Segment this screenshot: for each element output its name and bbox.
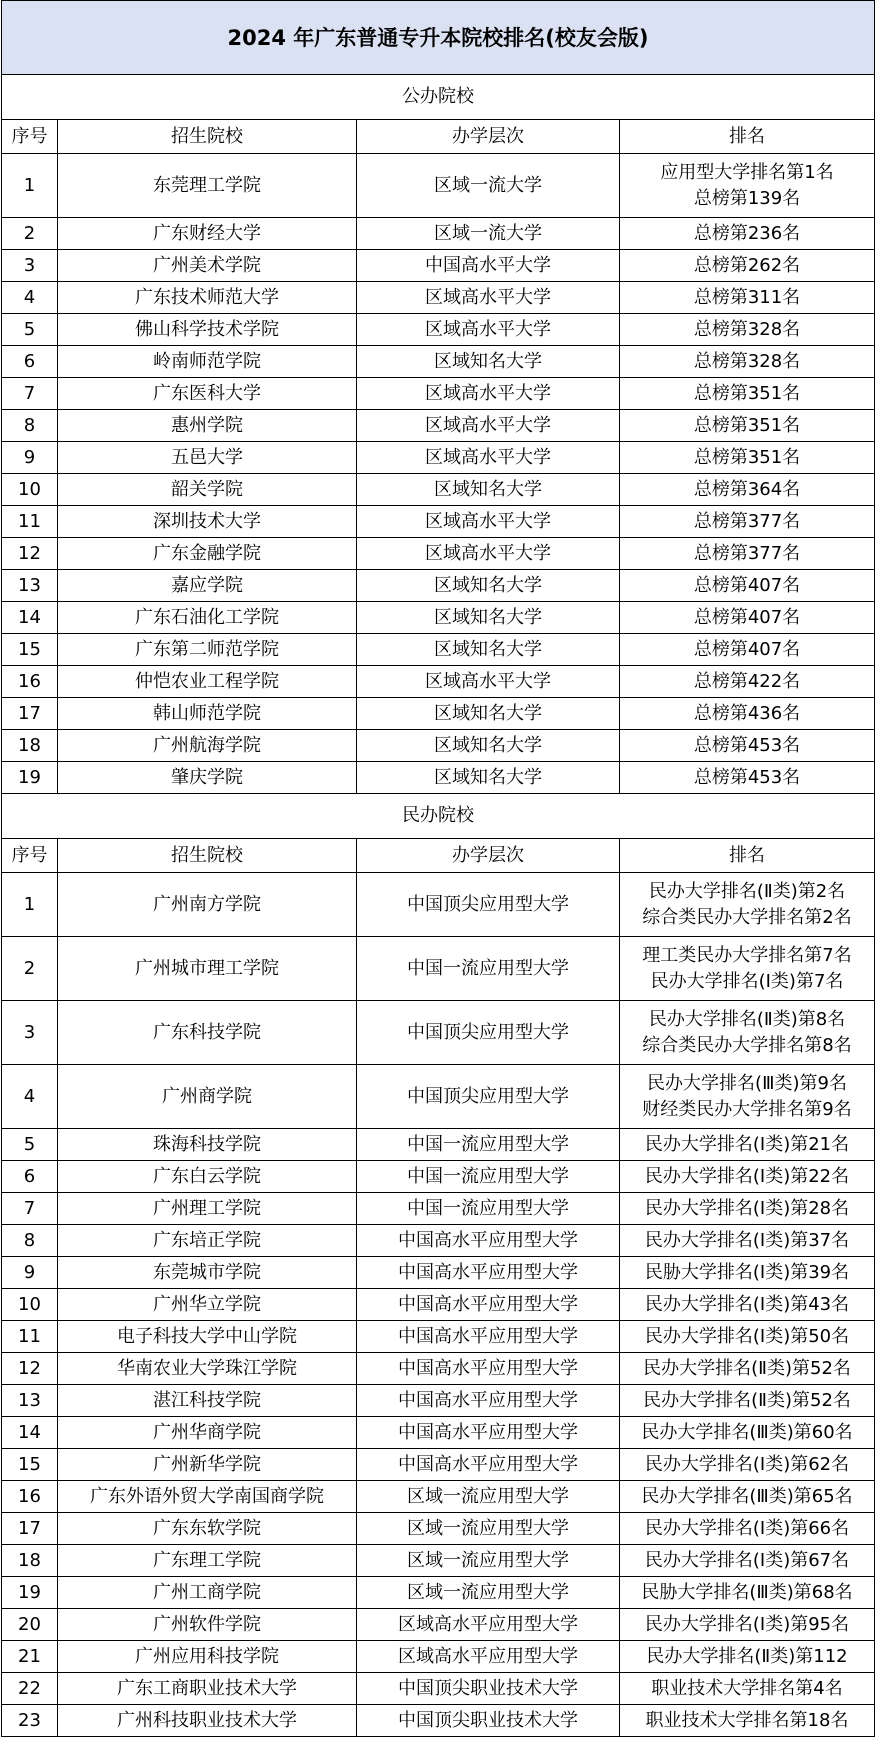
cell-no: 5 — [2, 314, 58, 346]
cell-rank — [620, 506, 875, 538]
cell-level: 区域高水平大学 — [357, 410, 620, 442]
rank-line: 总榜第236名 — [693, 222, 801, 244]
cell-school: 电子科技大学中山学院 — [58, 1321, 357, 1353]
table-row — [2, 1321, 875, 1353]
cell-school: 广东外语外贸大学南国商学院 — [58, 1481, 357, 1513]
table-row — [2, 1161, 875, 1193]
cell-level: 中国一流应用型大学 — [357, 1161, 620, 1193]
public-section-label: 公办院校 — [2, 75, 875, 120]
cell-level: 中国顶尖应用型大学 — [357, 1065, 620, 1129]
cell-no: 13 — [2, 1385, 58, 1417]
cell-level: 区域高水平应用型大学 — [357, 1641, 620, 1673]
cell-rank — [620, 602, 875, 634]
cell-rank — [620, 346, 875, 378]
table-row — [2, 154, 875, 218]
rank-line: 民办大学排名(Ⅱ类)第8名 — [648, 1008, 846, 1030]
rank-line: 民办大学排名(I类)第21名 — [644, 1133, 850, 1155]
cell-no: 2 — [2, 218, 58, 250]
rank-line: 总榜第262名 — [693, 254, 801, 276]
cell-no: 7 — [2, 1193, 58, 1225]
cell-school: 广州城市理工学院 — [58, 937, 357, 1001]
cell-no: 19 — [2, 1577, 58, 1609]
cell-no: 4 — [2, 282, 58, 314]
cell-no: 7 — [2, 378, 58, 410]
cell-level: 区域一流应用型大学 — [357, 1513, 620, 1545]
cell-school: 广州科技职业技术大学 — [58, 1705, 357, 1737]
cell-school: 华南农业大学珠江学院 — [58, 1353, 357, 1385]
cell-rank — [620, 1385, 875, 1417]
cell-level: 区域高水平大学 — [357, 442, 620, 474]
cell-rank — [620, 1129, 875, 1161]
rank-line: 民办大学排名(Ⅱ类)第52名 — [643, 1389, 851, 1411]
public-header-row — [2, 120, 875, 154]
column-header-no: 序号 — [2, 120, 58, 154]
cell-no: 18 — [2, 1545, 58, 1577]
cell-level: 中国一流应用型大学 — [357, 1193, 620, 1225]
table-row — [2, 378, 875, 410]
table-row — [2, 1257, 875, 1289]
cell-school: 五邑大学 — [58, 442, 357, 474]
rank-line: 民办大学排名(Ⅱ类)第52名 — [643, 1357, 851, 1379]
cell-level: 中国高水平应用型大学 — [357, 1417, 620, 1449]
cell-no: 22 — [2, 1673, 58, 1705]
cell-school: 广东医科大学 — [58, 378, 357, 410]
cell-level: 区域一流大学 — [357, 154, 620, 218]
rank-line: 总榜第351名 — [693, 446, 801, 468]
cell-school: 惠州学院 — [58, 410, 357, 442]
cell-rank — [620, 1513, 875, 1545]
rank-line: 总榜第407名 — [693, 638, 801, 660]
rank-line: 民办大学排名(I类)第43名 — [644, 1293, 850, 1315]
rank-line: 总榜第328名 — [693, 350, 801, 372]
rank-line: 民办大学排名(Ⅲ类)第60名 — [641, 1421, 853, 1443]
cell-rank — [620, 1481, 875, 1513]
cell-school: 珠海科技学院 — [58, 1129, 357, 1161]
cell-school: 广东东软学院 — [58, 1513, 357, 1545]
column-header-rank: 排名 — [620, 120, 875, 154]
cell-no: 16 — [2, 666, 58, 698]
cell-school: 广州应用科技学院 — [58, 1641, 357, 1673]
rank-line: 民办大学排名(I类)第37名 — [644, 1229, 850, 1251]
cell-rank — [620, 666, 875, 698]
column-header-no: 序号 — [2, 839, 58, 873]
cell-school: 广州软件学院 — [58, 1609, 357, 1641]
cell-rank — [620, 282, 875, 314]
cell-no: 5 — [2, 1129, 58, 1161]
rank-line: 民办大学排名(Ⅲ类)第9名 — [647, 1072, 847, 1094]
rank-line: 民办大学排名(I类)第22名 — [644, 1165, 850, 1187]
column-header-level: 办学层次 — [357, 120, 620, 154]
rank-line: 职业技术大学排名第18名 — [645, 1709, 849, 1731]
cell-rank — [620, 474, 875, 506]
cell-no: 4 — [2, 1065, 58, 1129]
table-row — [2, 666, 875, 698]
cell-rank — [620, 538, 875, 570]
table-row — [2, 250, 875, 282]
cell-rank — [620, 1001, 875, 1065]
rank-line: 总榜第377名 — [693, 542, 801, 564]
rank-line: 民办大学排名(I类)第50名 — [644, 1325, 850, 1347]
cell-school: 广东金融学院 — [58, 538, 357, 570]
cell-no: 3 — [2, 1001, 58, 1065]
table-row — [2, 1641, 875, 1673]
cell-no: 9 — [2, 1257, 58, 1289]
cell-no: 12 — [2, 1353, 58, 1385]
cell-rank — [620, 1193, 875, 1225]
table-row — [2, 1577, 875, 1609]
table-row — [2, 762, 875, 794]
rank-line: 职业技术大学排名第4名 — [651, 1677, 843, 1699]
cell-school: 广州华立学院 — [58, 1289, 357, 1321]
table-row — [2, 474, 875, 506]
cell-rank — [620, 1449, 875, 1481]
cell-level: 区域高水平大学 — [357, 666, 620, 698]
cell-no: 10 — [2, 474, 58, 506]
cell-rank — [620, 314, 875, 346]
rank-line: 民办大学排名(Ⅱ类)第112 — [646, 1645, 848, 1667]
cell-rank — [620, 634, 875, 666]
cell-level: 中国高水平应用型大学 — [357, 1257, 620, 1289]
cell-no: 14 — [2, 1417, 58, 1449]
cell-level: 区域高水平大学 — [357, 378, 620, 410]
table-row — [2, 410, 875, 442]
cell-level: 中国顶尖职业技术大学 — [357, 1673, 620, 1705]
cell-no: 11 — [2, 506, 58, 538]
table-row — [2, 873, 875, 937]
cell-level: 区域高水平大学 — [357, 506, 620, 538]
cell-rank — [620, 1065, 875, 1129]
cell-no: 3 — [2, 250, 58, 282]
table-row — [2, 442, 875, 474]
cell-no: 11 — [2, 1321, 58, 1353]
cell-rank — [620, 218, 875, 250]
rank-line: 民胁大学排名(I类)第39名 — [644, 1261, 850, 1283]
cell-rank — [620, 1353, 875, 1385]
cell-rank — [620, 1641, 875, 1673]
rank-line: 综合类民办大学排名第2名 — [642, 906, 852, 928]
cell-rank — [620, 1161, 875, 1193]
rank-line: 总榜第407名 — [693, 606, 801, 628]
cell-rank — [620, 1289, 875, 1321]
cell-rank — [620, 730, 875, 762]
cell-level: 区域知名大学 — [357, 730, 620, 762]
cell-rank — [620, 1225, 875, 1257]
table-row — [2, 937, 875, 1001]
rank-line: 总榜第351名 — [693, 382, 801, 404]
rank-line: 理工类民办大学排名第7名 — [642, 944, 852, 966]
cell-school: 韩山师范学院 — [58, 698, 357, 730]
cell-rank — [620, 937, 875, 1001]
table-row — [2, 1417, 875, 1449]
cell-level: 区域知名大学 — [357, 698, 620, 730]
public-section-row — [2, 75, 875, 120]
table-row — [2, 1065, 875, 1129]
cell-no: 1 — [2, 873, 58, 937]
cell-rank — [620, 1673, 875, 1705]
cell-school: 广州商学院 — [58, 1065, 357, 1129]
cell-school: 广东第二师范学院 — [58, 634, 357, 666]
cell-no: 12 — [2, 538, 58, 570]
cell-rank — [620, 762, 875, 794]
table-row — [2, 1481, 875, 1513]
table-row — [2, 634, 875, 666]
cell-rank — [620, 1417, 875, 1449]
cell-no: 14 — [2, 602, 58, 634]
cell-level: 区域一流应用型大学 — [357, 1577, 620, 1609]
rank-line: 民办大学排名(Ⅱ类)第2名 — [648, 880, 846, 902]
rank-line: 民办大学排名(I类)第95名 — [644, 1613, 850, 1635]
rank-line: 总榜第453名 — [693, 766, 801, 788]
private-header-row — [2, 839, 875, 873]
private-section-label: 民办院校 — [2, 794, 875, 839]
cell-rank — [620, 410, 875, 442]
cell-no: 6 — [2, 1161, 58, 1193]
cell-school: 广州理工学院 — [58, 1193, 357, 1225]
cell-school: 仲恺农业工程学院 — [58, 666, 357, 698]
cell-rank — [620, 570, 875, 602]
cell-no: 8 — [2, 1225, 58, 1257]
table-row — [2, 1225, 875, 1257]
cell-level: 区域高水平大学 — [357, 314, 620, 346]
rank-line: 总榜第407名 — [693, 574, 801, 596]
table-row — [2, 218, 875, 250]
table-row — [2, 1353, 875, 1385]
cell-rank — [620, 1545, 875, 1577]
cell-level: 中国高水平应用型大学 — [357, 1449, 620, 1481]
table-row — [2, 506, 875, 538]
cell-no: 10 — [2, 1289, 58, 1321]
table-row — [2, 1449, 875, 1481]
cell-level: 区域高水平大学 — [357, 282, 620, 314]
table-row — [2, 538, 875, 570]
cell-no: 21 — [2, 1641, 58, 1673]
cell-school: 广东工商职业技术大学 — [58, 1673, 357, 1705]
cell-school: 广东技术师范大学 — [58, 282, 357, 314]
cell-rank — [620, 442, 875, 474]
rank-line: 财经类民办大学排名第9名 — [642, 1098, 852, 1120]
title-row — [2, 1, 875, 75]
column-header-school: 招生院校 — [58, 839, 357, 873]
column-header-level: 办学层次 — [357, 839, 620, 873]
cell-level: 区域一流大学 — [357, 218, 620, 250]
rank-line: 总榜第139名 — [693, 187, 801, 209]
cell-rank — [620, 1321, 875, 1353]
rank-line: 总榜第453名 — [693, 734, 801, 756]
cell-rank — [620, 250, 875, 282]
cell-no: 1 — [2, 154, 58, 218]
table-title: 2024 年广东普通专升本院校排名(校友会版) — [2, 1, 875, 75]
cell-no: 17 — [2, 1513, 58, 1545]
cell-level: 区域知名大学 — [357, 634, 620, 666]
table-row — [2, 282, 875, 314]
cell-school: 广东培正学院 — [58, 1225, 357, 1257]
cell-no: 13 — [2, 570, 58, 602]
cell-level: 中国顶尖职业技术大学 — [357, 1705, 620, 1737]
table-row — [2, 1385, 875, 1417]
table-row — [2, 1609, 875, 1641]
cell-school: 广东科技学院 — [58, 1001, 357, 1065]
cell-school: 岭南师范学院 — [58, 346, 357, 378]
cell-rank — [620, 1577, 875, 1609]
table-row — [2, 1545, 875, 1577]
cell-no: 2 — [2, 937, 58, 1001]
rank-line: 民办大学排名(I类)第67名 — [644, 1549, 850, 1571]
private-section-row — [2, 794, 875, 839]
cell-level: 中国高水平大学 — [357, 250, 620, 282]
table-row — [2, 1193, 875, 1225]
cell-level: 区域知名大学 — [357, 570, 620, 602]
cell-no: 17 — [2, 698, 58, 730]
rank-line: 总榜第311名 — [693, 286, 801, 308]
table-row — [2, 346, 875, 378]
cell-school: 韶关学院 — [58, 474, 357, 506]
cell-school: 佛山科学技术学院 — [58, 314, 357, 346]
cell-rank — [620, 873, 875, 937]
cell-no: 8 — [2, 410, 58, 442]
table-row — [2, 1129, 875, 1161]
cell-school: 广州航海学院 — [58, 730, 357, 762]
table-row — [2, 1289, 875, 1321]
rank-line: 总榜第351名 — [693, 414, 801, 436]
cell-school: 广州新华学院 — [58, 1449, 357, 1481]
cell-level: 区域知名大学 — [357, 346, 620, 378]
rank-line: 综合类民办大学排名第8名 — [642, 1034, 852, 1056]
cell-no: 6 — [2, 346, 58, 378]
cell-level: 区域一流应用型大学 — [357, 1545, 620, 1577]
cell-school: 嘉应学院 — [58, 570, 357, 602]
cell-no: 9 — [2, 442, 58, 474]
cell-level: 中国顶尖应用型大学 — [357, 1001, 620, 1065]
column-header-rank: 排名 — [620, 839, 875, 873]
rank-line: 总榜第377名 — [693, 510, 801, 532]
rank-line: 总榜第436名 — [693, 702, 801, 724]
rank-line: 总榜第364名 — [693, 478, 801, 500]
cell-no: 19 — [2, 762, 58, 794]
cell-level: 中国高水平应用型大学 — [357, 1321, 620, 1353]
rank-line: 民办大学排名(I类)第28名 — [644, 1197, 850, 1219]
table-row — [2, 1705, 875, 1737]
rank-line: 民办大学排名(I类)第62名 — [644, 1453, 850, 1475]
cell-school: 广东石油化工学院 — [58, 602, 357, 634]
table-row — [2, 1673, 875, 1705]
cell-level: 中国高水平应用型大学 — [357, 1225, 620, 1257]
cell-level: 中国一流应用型大学 — [357, 937, 620, 1001]
cell-school: 东莞城市学院 — [58, 1257, 357, 1289]
cell-level: 区域知名大学 — [357, 602, 620, 634]
cell-rank — [620, 1705, 875, 1737]
table-row — [2, 1513, 875, 1545]
cell-rank — [620, 698, 875, 730]
cell-school: 广东财经大学 — [58, 218, 357, 250]
cell-level: 中国高水平应用型大学 — [357, 1353, 620, 1385]
column-header-school: 招生院校 — [58, 120, 357, 154]
rank-line: 民办大学排名(Ⅲ类)第65名 — [641, 1485, 853, 1507]
cell-no: 18 — [2, 730, 58, 762]
cell-school: 深圳技术大学 — [58, 506, 357, 538]
cell-no: 20 — [2, 1609, 58, 1641]
table-row — [2, 570, 875, 602]
cell-level: 区域高水平应用型大学 — [357, 1609, 620, 1641]
cell-school: 广州华商学院 — [58, 1417, 357, 1449]
cell-level: 区域高水平大学 — [357, 538, 620, 570]
cell-rank — [620, 378, 875, 410]
cell-rank — [620, 1257, 875, 1289]
rank-line: 应用型大学排名第1名 — [660, 161, 834, 183]
cell-rank — [620, 154, 875, 218]
cell-level: 中国一流应用型大学 — [357, 1129, 620, 1161]
rank-line: 总榜第328名 — [693, 318, 801, 340]
cell-no: 23 — [2, 1705, 58, 1737]
cell-school: 广州南方学院 — [58, 873, 357, 937]
cell-rank — [620, 1609, 875, 1641]
cell-level: 区域一流应用型大学 — [357, 1481, 620, 1513]
table-row — [2, 602, 875, 634]
rank-line: 民办大学排名(I类)第7名 — [650, 970, 844, 992]
cell-no: 15 — [2, 634, 58, 666]
cell-no: 15 — [2, 1449, 58, 1481]
cell-level: 区域知名大学 — [357, 762, 620, 794]
cell-school: 广东理工学院 — [58, 1545, 357, 1577]
rank-line: 民办大学排名(I类)第66名 — [644, 1517, 850, 1539]
cell-school: 东莞理工学院 — [58, 154, 357, 218]
cell-school: 广州工商学院 — [58, 1577, 357, 1609]
cell-school: 广东白云学院 — [58, 1161, 357, 1193]
rank-line: 总榜第422名 — [693, 670, 801, 692]
cell-school: 湛江科技学院 — [58, 1385, 357, 1417]
rank-line: 民胁大学排名(Ⅲ类)第68名 — [641, 1581, 853, 1603]
ranking-table — [1, 0, 875, 1737]
cell-level: 中国高水平应用型大学 — [357, 1385, 620, 1417]
cell-level: 区域知名大学 — [357, 474, 620, 506]
table-row — [2, 730, 875, 762]
cell-level: 中国高水平应用型大学 — [357, 1289, 620, 1321]
table-row — [2, 314, 875, 346]
table-row — [2, 1001, 875, 1065]
cell-school: 广州美术学院 — [58, 250, 357, 282]
table-row — [2, 698, 875, 730]
cell-level: 中国顶尖应用型大学 — [357, 873, 620, 937]
cell-no: 16 — [2, 1481, 58, 1513]
cell-school: 肇庆学院 — [58, 762, 357, 794]
